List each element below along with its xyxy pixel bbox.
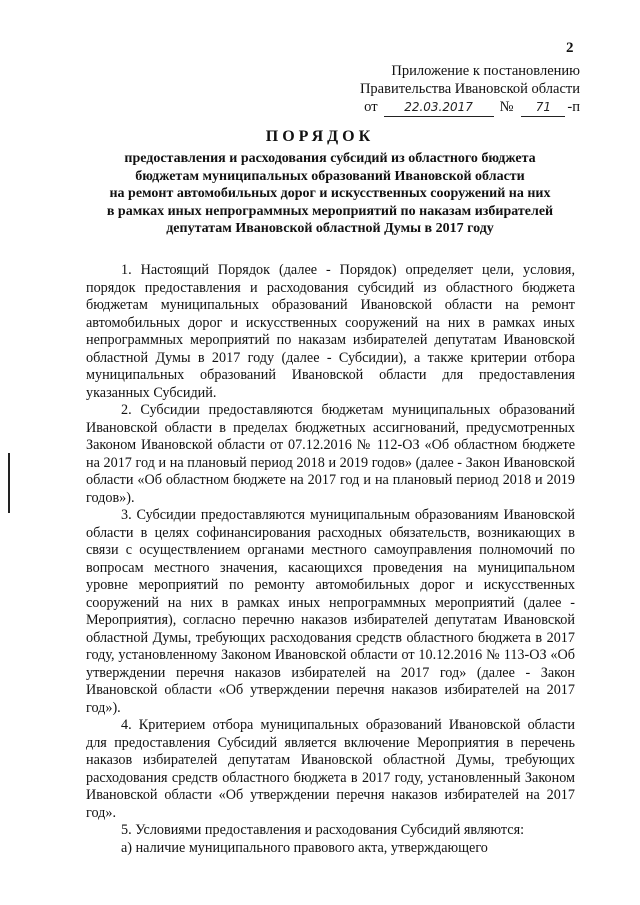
page-number: 2 xyxy=(566,40,574,56)
subtitle-line: в рамках иных непрограммных мероприятий по наказам избирателей xyxy=(106,203,554,219)
paragraph-1: 1. Настоящий Порядок (далее - Порядок) определяет цели, условия, порядок предоставления и расходования субсидий из областного бюджета бюджетам муниципальных образований Ивановской области на ремонт автомобильных дорог и искусственных сооружений на них в рамках иных непрограммных мероприятий по наказам избирателей депутатам Ивановской областной Думы в 2017 году (далее - Субсидии), а также критерии отбора муниципальных образований Ивановской области для предоставления указанных Субсидий. xyxy=(86,262,575,401)
paragraph-2: 2. Субсидии предоставляются бюджетам муниципальных образований Ивановской области в пределах бюджетных ассигнований, предусмотренных Законом Ивановской области от 07.12.2016 № 112-ОЗ «Об областном бюджете на 2017 год и на плановый период 2018 и 2019 годов» (далее - Закон Ивановской области «Об областном бюджете на 2017 год и на плановый период 2018 и 2019 годов»). xyxy=(86,402,575,506)
paragraph-5a: а) наличие муниципального правового акта, утверждающего xyxy=(121,839,488,856)
paragraph-3: 3. Субсидии предоставляются муниципальным образованиям Ивановской области в целях софинансирования расходных обязательств, возникающих в связи с осуществлением органами местного самоуправления полномочий по вопросам местного значения, касающихся проведения на муниципальном уровне мероприятий по ремонту автомобильных дорог и искусственных сооружений на них в рамках иных непрограммных мероприятий (далее - Мероприятия), согласно перечню наказов избирателей депутатам Ивановской областной Думы, требующих расходования средств областного бюджета в 2017 году, установленному Законом Ивановской области от 10.12.2016 № 113-ОЗ «Об утверждении перечня наказов избирателей на 2017 год» (далее - Закон Ивановской области «Об утверждении перечня наказов избирателей на 2017 год»). xyxy=(86,507,575,716)
number-label: № xyxy=(499,99,514,115)
from-label: от xyxy=(364,99,378,115)
subtitle-line: депутатам Ивановской областной Думы в 2017 году xyxy=(166,221,494,236)
subtitle-line: предоставления и расходования субсидий из областного бюджета xyxy=(124,151,536,166)
document-body xyxy=(86,262,575,857)
handwritten-number: 71 xyxy=(521,98,565,117)
number-suffix: -п xyxy=(567,99,580,115)
subtitle-line: на ремонт автомобильных дорог и искусственных сооружений на них xyxy=(109,186,551,201)
subtitle-line: бюджетам муниципальных образований Ивановской области xyxy=(135,168,525,184)
appendix-line-1: Приложение к постановлению xyxy=(391,63,580,79)
appendix-date-number-row xyxy=(330,98,580,117)
paragraph-4: 4. Критерием отбора муниципальных образований Ивановской области для предоставления Субсидий является включение Мероприятия в перечень наказов избирателей депутатам Ивановской областной Думы, требующих расходования средств областного бюджета в 2017 году, установленный Законом Ивановской области «Об утверждении перечня наказов избирателей на 2017 год». xyxy=(86,717,575,821)
paragraph-5: 5. Условиями предоставления и расходования Субсидий являются: xyxy=(121,822,525,838)
handwritten-date: 22.03.2017 xyxy=(384,98,494,117)
margin-mark xyxy=(8,453,10,513)
document-title: ПОРЯДОК xyxy=(265,128,375,145)
appendix-line-2: Правительства Ивановской области xyxy=(359,81,580,97)
document-subtitle xyxy=(80,150,580,238)
appendix-header xyxy=(330,62,580,117)
